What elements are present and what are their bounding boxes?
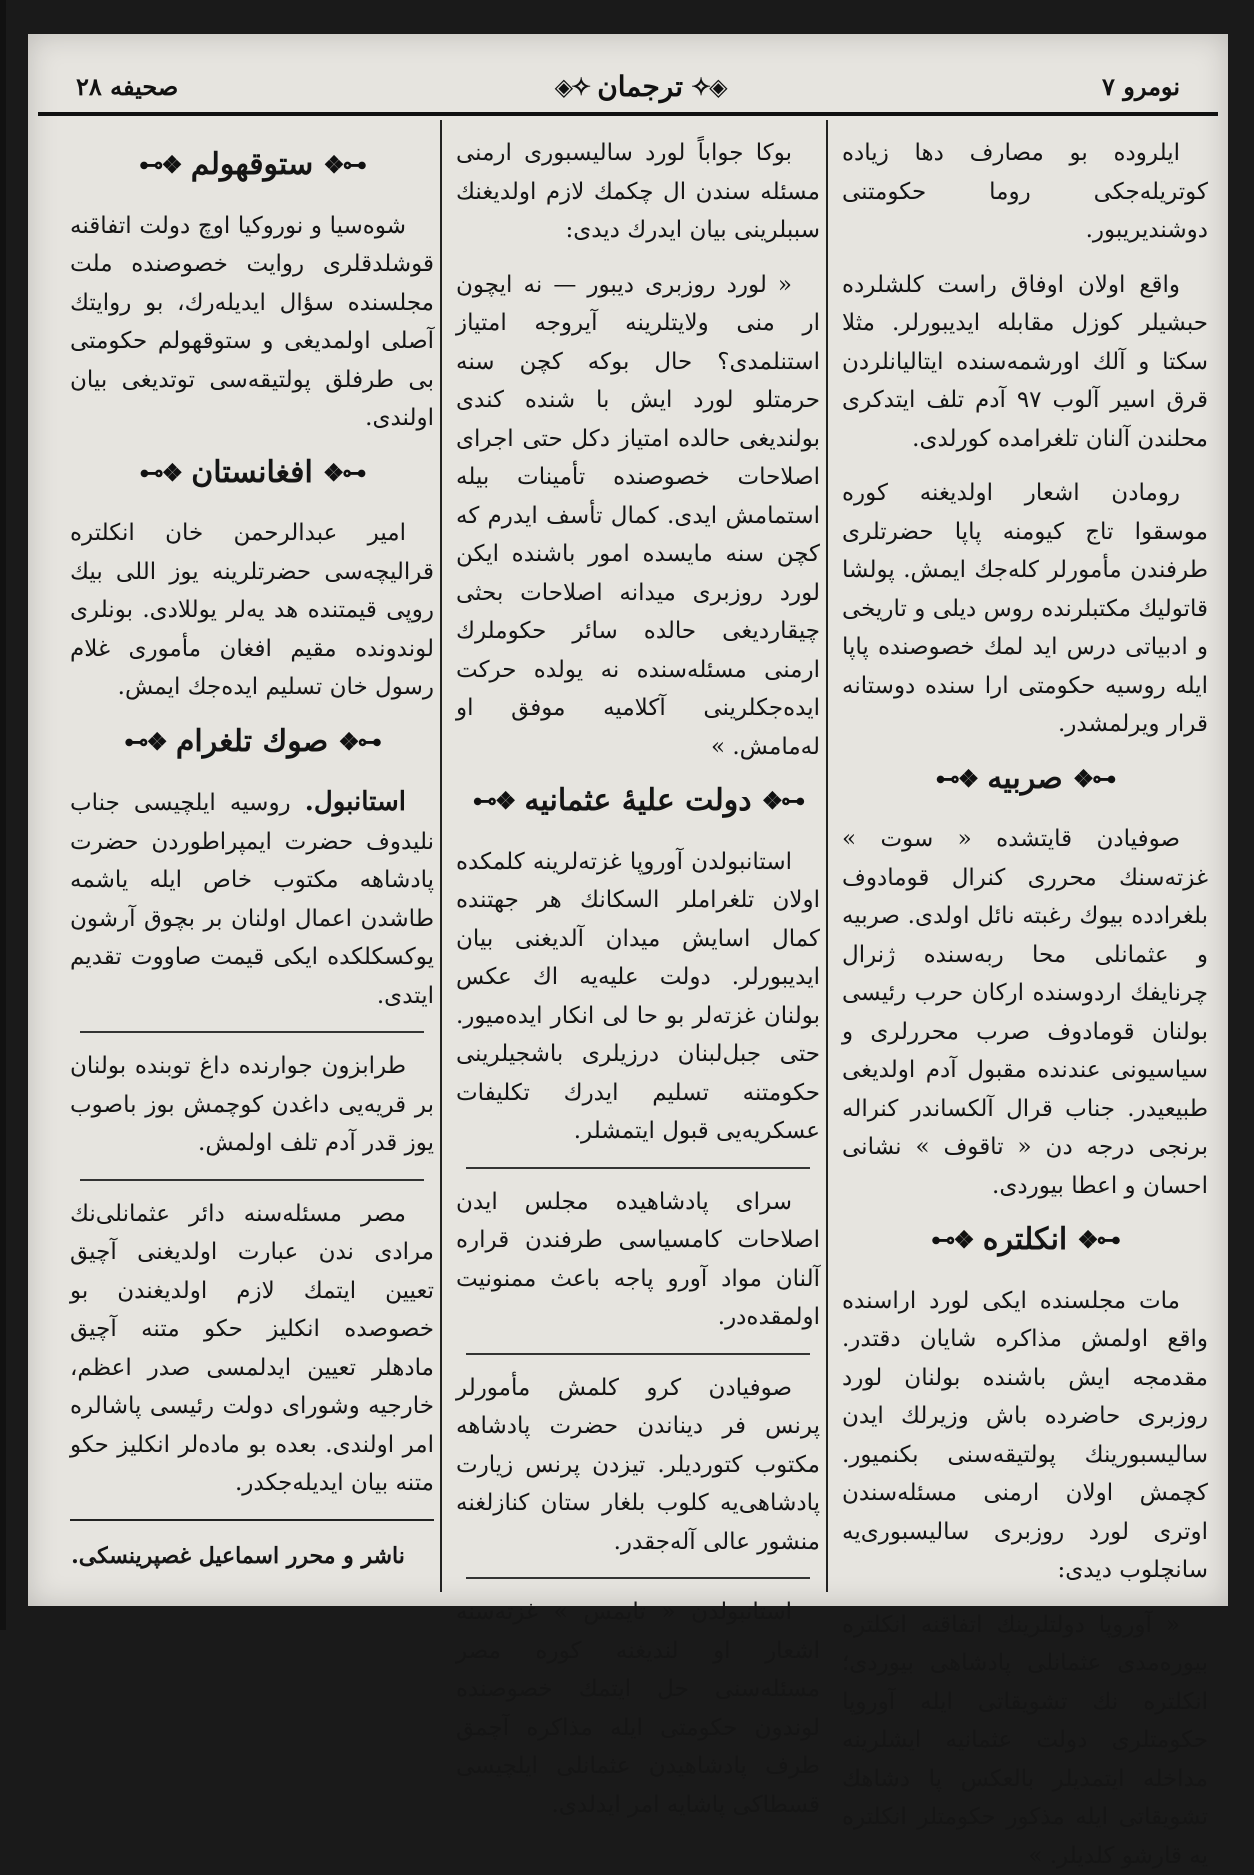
article-columns [38,120,1218,1592]
divider [80,1031,424,1033]
divider [80,1179,424,1181]
divider [466,1167,810,1169]
page-number: صحیفه ۲۸ [38,72,216,101]
paragraph: طرابزون جوارنده داغ توبنده بولنان بر قریه‌یی داغدن کوچمش بوز باصوب یوز قدر آدم تلف اولمش. [70,1047,434,1163]
divider [466,1577,810,1579]
paragraph: مصر مسئله‌سنه دائر عثمانلی‌نك مرادی ندن عبارت اولدیغنی آچیق تعیین ایتمك لازم اولدیغندن بو خصوصده انکلیز حکو متنه آچیق مادهلر تعیین ایدلمسی صدر اعظم، خارجیه وشورای دولت رئیسی پاشالره امر اولندی. بعده بو ماده‌لر انکلیز حکو متنه بیان ایدیله‌جکدر. [70,1195,434,1503]
ornament-icon: ◈✧ [691,72,726,101]
dateline: استانبول. [305,787,406,817]
ornament-icon: ❖⊶ [931,1221,973,1260]
left-column [64,120,442,1592]
issue-number: نومرو ۷ [1064,72,1218,101]
section-heading-text: ستوقهولم [191,146,313,185]
ornament-icon: ❖⊶ [936,760,978,799]
paragraph: سرای پادشاهیده مجلس ایدن اصلاحات کامسیاسی طرفندن قراره آلنان مواد آورو پاجه باعث ممنونیت اولمقده‌در. [456,1183,820,1337]
newspaper-title-text: ترجمان [597,70,683,103]
divider [466,1353,810,1355]
paragraph: رومادن اشعار اولدیغنه کوره موسقوا تاج کیومنه پاپا حضرتلری طرفندن مأمورلر کله‌جك ایمش. پولشا قاتولیك مکتبلرنده روس دیلی و تاریخی و ادبیاتی درس اید لمك خصوصنده پاپا ایله روسیه حکومتی ارا سنده دوستانه قرار ویرلمشدر. [842,474,1208,744]
paragraph: واقع اولان اوفاق راست کلشلرده حبشیلر کوزل مقابله ایدیبورلر. مثلا سکتا و آلك اورشمه‌سنده ایتالیانلردن قرق اسیر آلوب ۹۷ آدم تلف ایتدکری محلندن آلنان تلغرامده کورلدی. [842,266,1208,459]
paragraph: بوکا جواباً لورد سالیسبوری ارمنی مسئله سندن ال چکمك لازم اولدیغنك سببلرینی بیان ایدرك دیدی: [456,134,820,250]
newspaper-page [28,34,1228,1606]
ornament-icon: ❖⊶ [473,782,515,821]
paragraph: مات مجلسنده ایکی لورد اراسنده واقع اولمش مذاکره شایان دقتدر. مقدمجه ایش باشنده بولنان لورد روزبری حاضرده باش وزیرلك ایدن سالیسبورینك پولتیقه‌سنی بکنمیور. کچمش اولان ارمنی مسئله‌سندن اوتری لورد روزبری سالیسبوری‌یه سانچلوب دیدی: [842,1282,1208,1590]
section-heading-england [842,1221,1208,1260]
section-heading-telegram [70,723,434,762]
section-heading-text: افغانستان [191,454,313,493]
paragraph: « آوروپا دولتلرینك اتفاقنه انکلتره بیوره‌مدی عثمانلی پادشاهی بیوردی؛ انکلتره نك تشویقاتی ایله آوروپا حکومتلری دولت عثمانیه ایشلرینه مداخله ایتمدیلر بالعکس پا دشاهك تشویقاتی ایله مذکور حکومتلر انکلتره یه قارشو کلدیلر. » [842,1606,1208,1875]
paragraph [70,783,434,1015]
section-heading-text: انکلتره [983,1221,1068,1260]
ornament-icon: ⊷❖ [1073,760,1115,799]
header-rule [38,112,1218,116]
paragraph: استانبولدن « تایمس » غزته‌سنه اشعار او لندیغنه کوره مصر مسئله‌سنی حل ایتمك خصوصنده لوندون حکومتی ایله مذاکره آچمق طرف پادشاهیدن عثمانلی ایلچیسی قسطاکی پاشایه امر ایدلدی. [456,1593,820,1824]
paragraph-text: روسیه ایلچیسی جناب نلیدوف حضرت ایمپراطوردن حضرت پادشاهه مکتوب خاص ایله یاشمه طاشدن اعمال اولنان بر بچوق آرشون یوکسکلکده ایکی قیمت صاووت تقدیم ایتدی. [70,790,434,1009]
section-heading-text: دولت علیهٔ عثمانیه [524,782,751,821]
paragraph: شوه‌سیا و نوروکیا اوچ دولت اتفاقنه قوشلدقلری روایت خصوصنده ملت مجلسنده سؤال ایدیله‌رك، بو روایتك آصلی اولمدیغی و ستوقهولم حکومتی بی طرفلق پولتیقه‌سی توتدیغی بیان اولندی. [70,207,434,438]
ornament-icon: ⊷❖ [338,723,380,762]
paragraph: ایلروده بو مصارف دها زیاده کوتریله‌جکی روما حکومتنی دوشندیریبور. [842,134,1208,250]
section-heading-stockholm [70,146,434,185]
ornament-icon: ❖⊶ [139,146,181,185]
ornament-icon: ⊷❖ [1077,1221,1119,1260]
paragraph: امیر عبدالرحمن خان انکلتره قرالیچه‌سی حضرتلرینه یوز اللی بیك روپی قیمتنده هد یه‌لر یوللادی. بونلری لوندونده مقیم افغان مأموری غلام رسول خان تسلیم ایده‌جك ایمش. [70,514,434,707]
paragraph: « لورد روزبری دیبور — نه ایچون ار منی ولایتلرینه آیروجه امتیاز استنلمدی؟ حال بوکه کچن سنه حرمتلو لورد ایش با شنده کندی بولندیغی حالده امتیاز دکل حتی اجرای اصلاحات خصوصنده تأمینات بیله استمامش ایدی. کمال تأسف ایدرم که کچن سنه مایسده امور باشنده ایکن لورد روزبری میدانه اصلاحات بحثی چیقاردیغی حالده سائر حکوملرك ارمنی مسئله‌سنده نه یولده حرکت ایده‌جکلرینی آکلامیه موفق او له‌مامش. » [456,266,820,767]
ornament-icon: ✧◈ [555,72,590,101]
middle-column [450,120,828,1592]
ornament-icon: ⊷❖ [323,454,365,493]
ornament-icon: ❖⊶ [124,723,166,762]
masthead [38,58,1218,114]
section-heading-afghanistan [70,454,434,493]
section-heading-serbia [842,760,1208,799]
ornament-icon: ❖⊶ [140,454,182,493]
section-heading-text: صربیه [987,760,1063,799]
right-column [836,120,1214,1592]
paragraph: استانبولدن آوروپا غزته‌لرینه کلمکده اولان تلغراملر السکانك هر جهتنده کمال اسایش میدان آلدیغنی بیان ایدیبورلر. دولت علیه‌یه اك عکس بولنان غزته‌لر بو حا لی انکار ایده‌میور. حتی جبل‌لبنان درزیلری باشجیلرینی حکومتنه تسلیم ایدرك تکلیفات عسکریه‌یی قبول ایتمشلر. [456,843,820,1151]
newspaper-title [555,70,726,103]
ornament-icon: ⊷❖ [762,782,804,821]
ornament-icon: ⊷❖ [323,146,365,185]
section-heading-ottoman [456,782,820,821]
section-heading-text: صوك تلغرام [176,723,328,762]
publisher-signature: ناشر و محرر اسماعیل غصپرینسکی. [70,1519,434,1576]
paragraph: صوفیادن قایتشده « سوت » غزته‌سنك محرری کنرال قومادوف بلغرادده بیوك رغبته نائل اولدی. صربیه و عثمانلی محا ربه‌سنده ژنرال چرنایفك اردوسنده ارکان حرب رئیسی بولنان قومادوف صرب محررلری و سیاسیونی عندنده مقبول آدم اولدیغی طبیعیدر. جناب قرال آلکساندر کنراله برنجی درجه دن « تاقوف » نشانی احسان و اعطا بیوردی. [842,820,1208,1205]
paragraph: صوفیادن کرو کلمش مأمورلر پرنس فر دیناندن حضرت پادشاهه مکتوب کتوردیلر. تیزدن پرنس زیارت پادشاهی‌یه کلوب بلغار ستان کنازلغنه منشور عالی آله‌جقدر. [456,1369,820,1562]
